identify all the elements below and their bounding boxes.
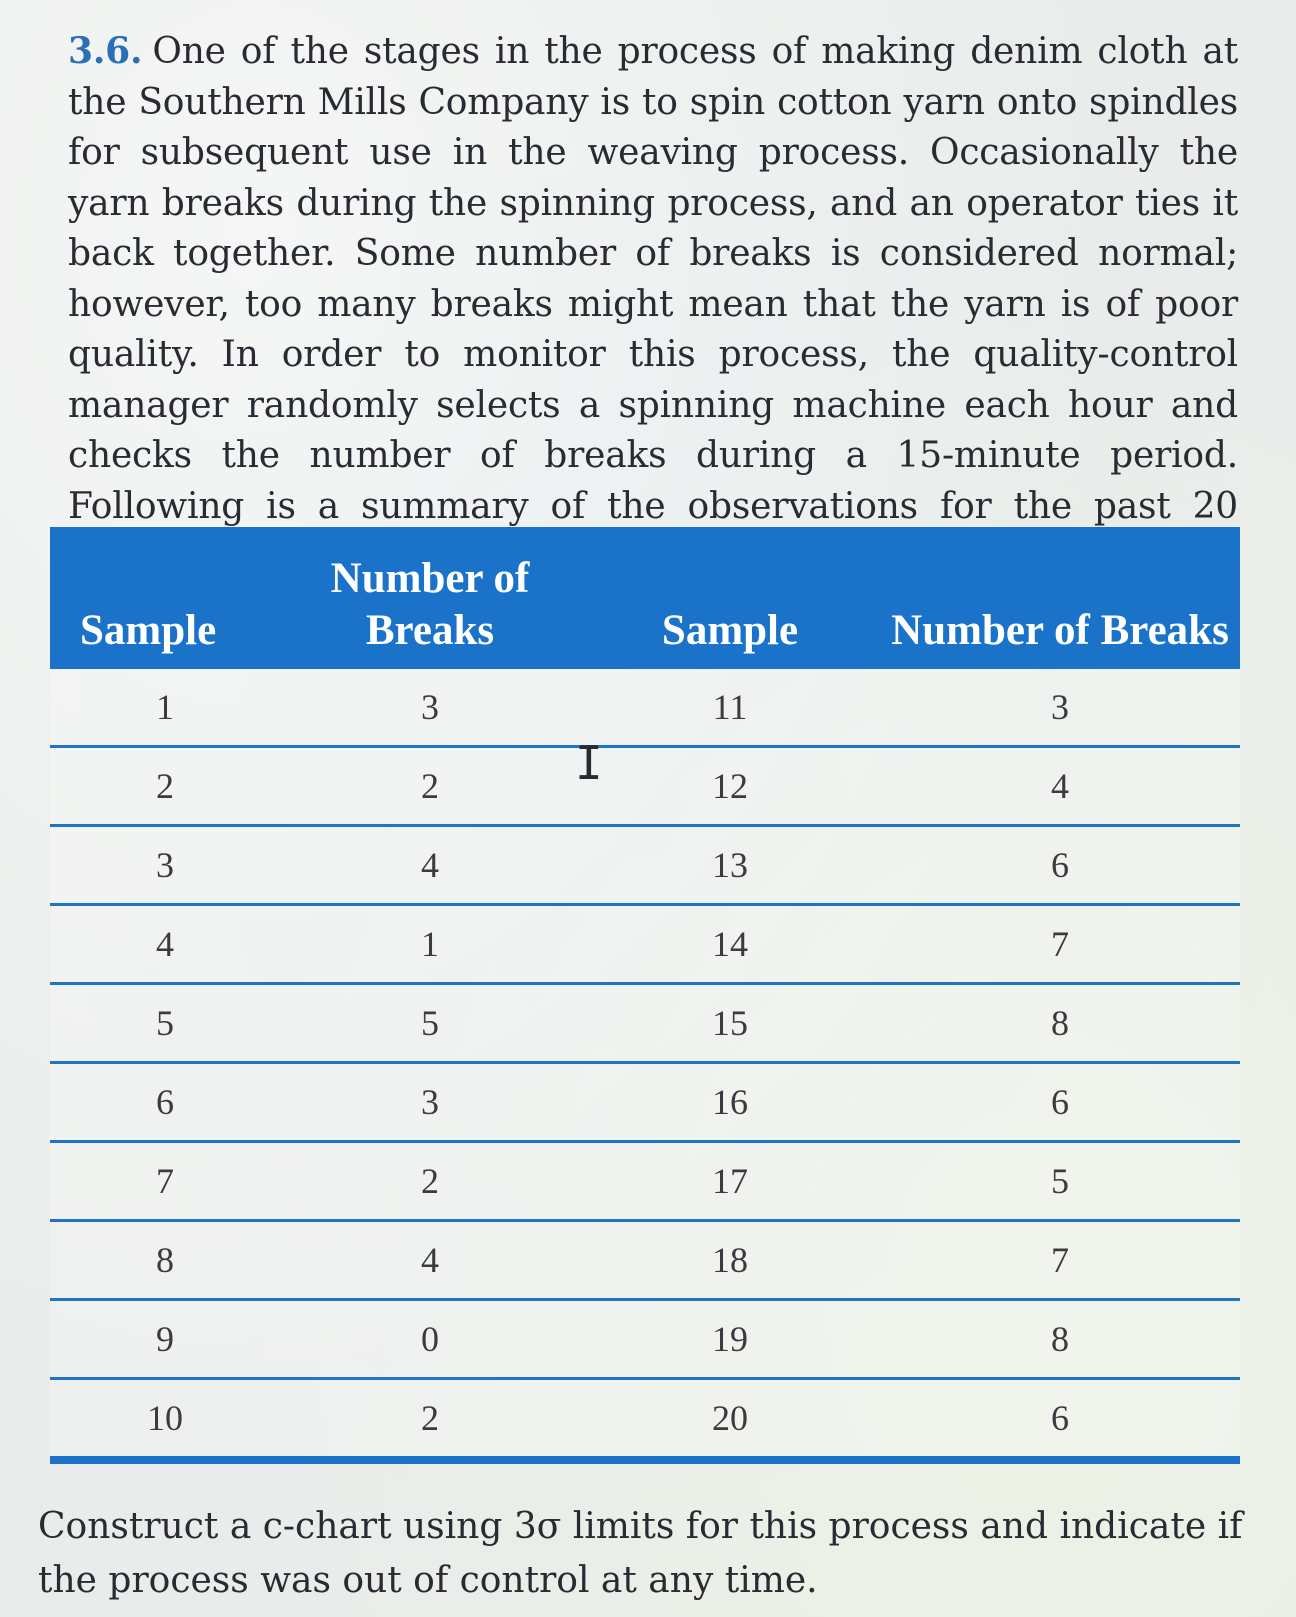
breaks-cell: 3 [280,669,580,747]
sample-cell: 19 [580,1300,880,1379]
sample-cell: 2 [50,747,280,826]
breaks-cell: 4 [280,826,580,905]
breaks-cell: 0 [280,1300,580,1379]
breaks-cell: 5 [280,984,580,1063]
table-row [50,826,1240,905]
breaks-cell: 3 [280,1063,580,1142]
breaks-cell: 4 [880,747,1240,826]
sample-cell: 13 [580,826,880,905]
header-sample-1: Sample [50,527,280,669]
table-row [50,984,1240,1063]
problem-statement [68,26,1238,583]
sample-cell: 11 [580,669,880,747]
table-row [50,747,1240,826]
sample-cell: 12 [580,747,880,826]
breaks-cell: 2 [280,1379,580,1461]
table-row [50,905,1240,984]
sample-cell: 8 [50,1221,280,1300]
sample-cell: 5 [50,984,280,1063]
breaks-cell: 8 [880,984,1240,1063]
breaks-cell: 1 [280,905,580,984]
problem-number: 3.6. [68,30,143,72]
sample-cell: 20 [580,1379,880,1461]
breaks-cell: 6 [880,826,1240,905]
breaks-cell: 5 [880,1142,1240,1221]
table-row [50,1379,1240,1461]
table-row [50,1221,1240,1300]
breaks-cell: 3 [880,669,1240,747]
breaks-cell: 8 [880,1300,1240,1379]
breaks-cell: 2 [280,747,580,826]
sample-cell: 3 [50,826,280,905]
text-cursor-icon: I [575,736,603,790]
sample-cell: 15 [580,984,880,1063]
breaks-cell: 2 [280,1142,580,1221]
sample-cell: 14 [580,905,880,984]
breaks-cell: 7 [880,905,1240,984]
problem-text: One of the stages in the process of making denim cloth at the Southern Mills Company is to spin cotton yarn onto spindles for subsequent use in the weaving process. Occasionally the yarn breaks during the spinning process, and an operator ties it back together. Some number of breaks is considered normal; however, too many breaks might mean that the yarn is of poor quality. In order to monitor this process, the quality-control manager randomly selects a spinning machine each hour and checks the number of breaks during a 15-minute period. Following is a summary of the observations for the past 20 [68,31,1238,527]
table-row [50,1300,1240,1379]
header-sample-2: Sample [580,527,880,669]
sample-cell: 16 [580,1063,880,1142]
breaks-cell: 4 [280,1221,580,1300]
breaks-cell: 6 [880,1063,1240,1142]
breaks-table [50,527,1240,1464]
sample-cell: 9 [50,1300,280,1379]
sample-cell: 17 [580,1142,880,1221]
table-header-row [50,527,1240,669]
header-breaks-1: Number of Breaks [280,527,580,669]
sample-cell: 10 [50,1379,280,1461]
breaks-cell: 7 [880,1221,1240,1300]
sample-cell: 4 [50,905,280,984]
sample-cell: 18 [580,1221,880,1300]
table-row [50,1142,1240,1221]
header-breaks-2: Number of Breaks [880,527,1240,669]
breaks-cell: 6 [880,1379,1240,1461]
sample-cell: 7 [50,1142,280,1221]
sample-cell: 1 [50,669,280,747]
table-row [50,1063,1240,1142]
table-row [50,669,1240,747]
sample-cell: 6 [50,1063,280,1142]
question-text: Construct a c-chart using 3σ limits for this process and indicate if the process was out of control at any time. [38,1506,1243,1601]
